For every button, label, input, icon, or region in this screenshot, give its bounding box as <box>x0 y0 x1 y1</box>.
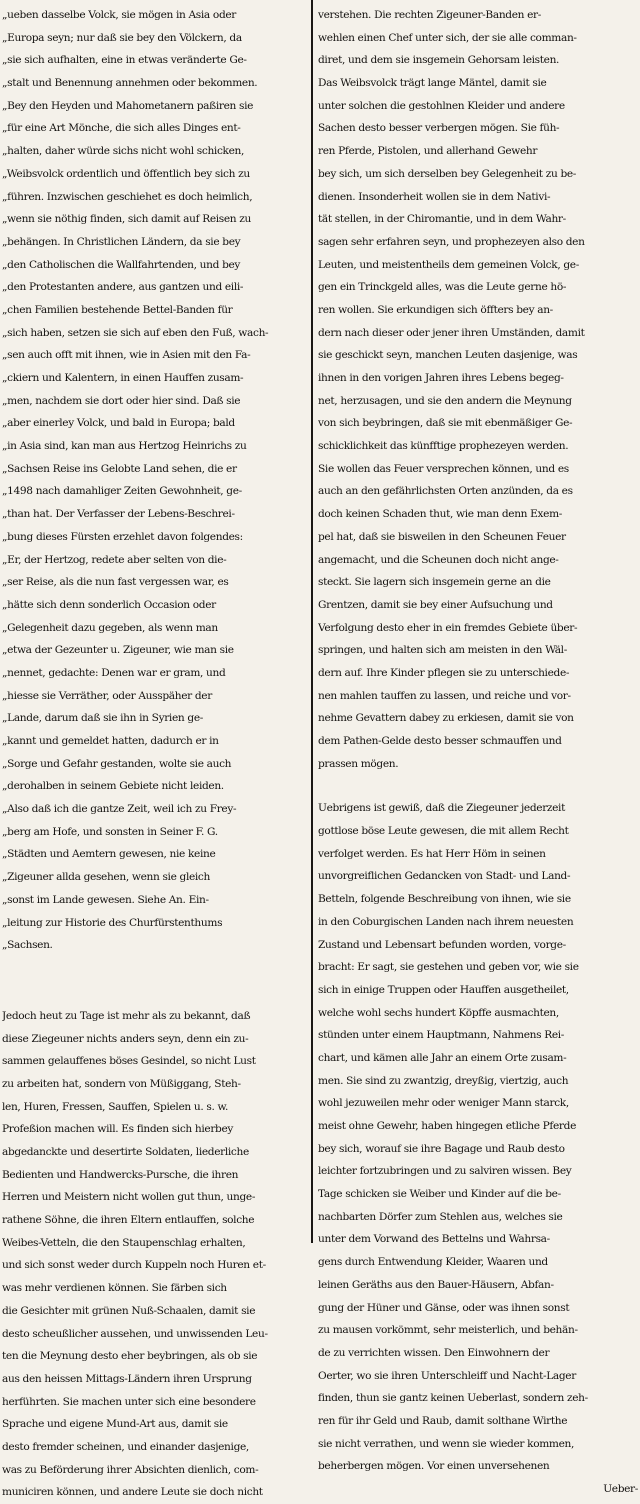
text-line: „Sorge und Gefahr gestanden, wolte sie auch <box>2 757 232 770</box>
text-line: herführten. Sie machen unter sich eine besondere <box>2 1395 256 1408</box>
text-line: „wenn sie nöthig finden, sich damit auf Reisen zu <box>2 213 251 226</box>
text-line: aus den heissen Mittags-Ländern ihren Ursprung <box>2 1372 252 1385</box>
text-line: „hiesse sie Verräther, oder Ausspäher der <box>2 689 212 702</box>
text-line: sammen gelauffenes böses Gesindel, so nicht Lust <box>2 1055 256 1068</box>
text-line: leinen Geräths aus den Bauer-Häusern, Abfan- <box>318 1278 554 1291</box>
text-line: Jedoch heut zu Tage ist mehr als zu bekannt, daß <box>2 1009 251 1022</box>
text-line: nachbarten Dörfer zum Stehlen aus, welches sie <box>318 1210 563 1223</box>
text-line: men. Sie sind zu zwantzig, dreyßig, viertzig, auch <box>318 1074 569 1087</box>
text-line: „etwa der Gezeunter u. Zigeuner, wie man sie <box>2 644 234 657</box>
text-line: net, herzusagen, und sie den andern die Meynung <box>318 394 572 407</box>
text-line: zu arbeiten hat, sondern von Müßiggang, Steh- <box>2 1077 241 1090</box>
text-line: gottlose böse Leute gewesen, die mit allem Recht <box>318 825 569 838</box>
text-line: Zustand und Lebensart befunden worden, vorge- <box>318 938 566 951</box>
text-line: „behängen. In Christlichen Ländern, da sie bey <box>2 235 241 248</box>
text-line: ren wollen. Sie erkundigen sich öffters bey an- <box>318 303 553 316</box>
text-line: prassen mögen. <box>318 757 399 770</box>
text-line: diese Ziegeuner nichts anders seyn, denn ein zu- <box>2 1032 249 1045</box>
text-line: Weibes-Vetteln, die den Staupenschlag erhalten, <box>2 1236 246 1249</box>
quotation-block <box>2 4 308 957</box>
text-line: pel hat, daß sie bisweilen in den Scheunen Feuer <box>318 530 566 543</box>
text-line: Das Weibsvolck trägt lange Mäntel, damit sie <box>318 77 547 90</box>
text-line: „führen. Inzwischen geschiehet es doch heimlich, <box>2 190 253 203</box>
text-line: bey sich, um sich derselben bey Gelegenheit zu be- <box>318 167 577 180</box>
paragraph-banden <box>318 4 638 775</box>
text-line: „men, nachdem sie dort oder hier sind. Daß sie <box>2 394 241 407</box>
text-line: „Zigeuner allda gesehen, wenn sie gleich <box>2 871 210 884</box>
text-line: meist ohne Gewehr, haben hingegen etliche Pferde <box>318 1120 576 1132</box>
text-line: zu mausen vorkömmt, sehr meisterlich, und behän- <box>318 1324 578 1337</box>
text-line: „than hat. Der Verfasser der Lebens-Beschrei- <box>2 508 235 521</box>
text-line: gung der Hüner und Gänse, oder was ihnen sonst <box>318 1301 570 1314</box>
text-line: „kannt und gemeldet hatten, dadurch er in <box>2 735 219 747</box>
text-line: in den Coburgischen Landen nach ihrem neuesten <box>318 915 574 928</box>
text-line: „ueben dasselbe Volck, sie mögen in Asia oder <box>2 9 237 21</box>
text-line: nen mahlen tauffen zu lassen, und reiche und vor- <box>318 689 571 702</box>
text-line: „1498 nach damahliger Zeiten Gewohnheit, ge- <box>2 485 242 498</box>
text-line: Betteln, folgende Beschreibung von ihnen, wie sie <box>318 893 571 906</box>
text-line: was zu Beförderung ihrer Absichten dienlich, com- <box>2 1463 259 1476</box>
text-line: Sachen desto besser verbergen mögen. Sie füh- <box>318 122 560 135</box>
text-line: Leuten, und meistentheils dem gemeinen Volck, ge- <box>318 258 579 271</box>
text-line: wehlen einen Chef unter sich, der sie alle comman- <box>318 31 577 44</box>
text-line: „sich haben, setzen sie sich auf eben den Fuß, wach- <box>2 326 269 339</box>
text-line: „den Catholischen die Wallfahrtenden, und bey <box>2 258 241 271</box>
text-line: „ser Reise, als die nun fast vergessen war, es <box>2 576 229 589</box>
text-line: gen ein Trinckgeld alles, was die Leute gerne hö- <box>318 281 567 294</box>
text-line: ren für ihr Geld und Raub, damit solthane Wirthe <box>318 1414 568 1427</box>
text-line: „Weibsvolck ordentlich und öffentlich bey sich zu <box>2 167 250 180</box>
text-line: beherbergen mögen. Vor einen unversehenen <box>318 1460 550 1473</box>
text-line: „chen Familien bestehende Bettel-Banden für <box>2 303 233 316</box>
text-line: ren Pferde, Pistolen, und allerhand Gewehr <box>318 145 538 158</box>
text-line: Tage schicken sie Weiber und Kinder auf die be- <box>318 1188 561 1201</box>
text-line: „nennet, gedachte: Denen war er gram, und <box>2 666 226 679</box>
text-line: dern nach dieser oder jener ihren Umständen, damit <box>318 326 585 339</box>
text-line: „Europa seyn; nur daß sie bey den Völckern, da <box>2 31 242 44</box>
text-line: sie geschickt seyn, manchen Leuten dasjenige, was <box>318 349 578 362</box>
text-line: welche wohl sechs hundert Köpffe ausmachten, <box>318 1006 559 1019</box>
text-line: dem Pathen-Gelde desto besser schmauffen und <box>318 735 562 747</box>
text-line: und sich sonst weder durch Kuppeln noch Huren et- <box>2 1259 266 1272</box>
paragraph-uebrigens <box>318 797 638 1478</box>
text-line: bey sich, worauf sie ihre Bagage und Raub desto <box>318 1142 565 1155</box>
text-line: „Sachsen Reise ins Gelobte Land sehen, die er <box>2 462 237 475</box>
text-line: desto fremder scheinen, und einander dasjenige, <box>2 1440 249 1453</box>
text-line: abgedanckte und desertirte Soldaten, liederliche <box>2 1146 249 1158</box>
text-line: ihnen in den vorigen Jahren ihres Lebens begeg- <box>318 372 564 384</box>
text-line: Grentzen, damit sie bey einer Aufsuchung und <box>318 598 553 611</box>
paragraph-ziegeuner <box>2 1005 308 1504</box>
text-line: „den Protestanten andere, aus gantzen und eili- <box>2 281 244 294</box>
text-line: stünden unter einem Hauptmann, Nahmens Rei- <box>318 1029 565 1042</box>
text-line: wohl jezuweilen mehr oder weniger Mann starck, <box>318 1097 569 1110</box>
text-line: dern auf. Ihre Kinder pflegen sie zu unterschiede- <box>318 666 570 679</box>
text-line: chart, und kämen alle Jahr an einem Orte zusam- <box>318 1051 567 1064</box>
text-line: municiren können, und andere Leute sie doch nicht <box>2 1486 263 1499</box>
text-line: Verfolgung desto eher in ein fremdes Gebiete über- <box>318 621 578 634</box>
text-line: verfolget werden. Es hat Herr Höm in seinen <box>318 847 546 860</box>
text-line: „hätte sich denn sonderlich Occasion oder <box>2 598 216 611</box>
text-line: „Also daß ich die gantze Zeit, weil ich zu Frey- <box>2 803 237 816</box>
column-rule <box>311 0 313 1243</box>
text-line: nehme Gevattern dabey zu erkiesen, damit sie von <box>318 712 574 725</box>
catchword: Ueber- <box>603 1483 638 1495</box>
text-line: „leitung zur Historie des Churfürstenthums <box>2 916 223 929</box>
text-line: „stalt und Benennung annehmen oder bekommen. <box>2 77 258 90</box>
text-line: „sen auch offt mit ihnen, wie in Asien mit den Fa- <box>2 349 251 362</box>
text-line: unter dem Vorwand des Bettelns und Wahrsa- <box>318 1233 550 1246</box>
text-line: finden, thun sie gantz keinen Ueberlast, sondern zeh- <box>318 1392 588 1405</box>
text-line: unter solchen die gestohlnen Kleider und andere <box>318 99 565 112</box>
text-line: „Gelegenheit dazu gegeben, als wenn man <box>2 621 218 634</box>
text-line: len, Huren, Fressen, Sauffen, Spielen u. s. w. <box>2 1100 228 1113</box>
text-line: de zu verrichten wissen. Den Einwohnern der <box>318 1346 550 1359</box>
text-line: sie nicht verrathen, und wenn sie wieder kommen, <box>318 1437 575 1450</box>
text-line: „aber einerley Volck, und bald in Europa; bald <box>2 417 235 430</box>
left-column <box>2 4 308 1504</box>
text-line: „Lande, darum daß sie ihn in Syrien ge- <box>2 712 203 725</box>
text-line: diret, und dem sie insgemein Gehorsam leisten. <box>318 54 560 67</box>
text-line: Sprache und eigene Mund-Art aus, damit sie <box>2 1418 228 1431</box>
text-line: bracht: Er sagt, sie gestehen und geben vor, wie sie <box>318 961 579 974</box>
text-line: doch keinen Schaden thut, wie man denn Exem- <box>318 508 563 521</box>
text-line: „bung dieses Fürsten erzehlet davon folgendes: <box>2 530 243 543</box>
text-line: „berg am Hofe, und sonsten in Seiner F. G. <box>2 825 218 838</box>
text-line: tät stellen, in der Chiromantie, und in dem Wahr- <box>318 213 566 226</box>
text-line: rathene Söhne, die ihren Eltern entlauffen, solche <box>2 1214 255 1227</box>
text-line: Bedienten und Handwercks-Pursche, die ihren <box>2 1168 239 1181</box>
text-line: sagen sehr erfahren seyn, und prophezeyen also den <box>318 235 585 248</box>
text-line: Sie wollen das Feuer versprechen können, und es <box>318 462 569 475</box>
text-line: schicklichkeit das künfftige prophezeyen werden. <box>318 440 569 453</box>
text-line: „Sachsen. <box>2 939 53 952</box>
text-line: „derohalben in seinem Gebiete nicht leiden. <box>2 780 224 793</box>
text-line: Profeßion machen will. Es finden sich hierbey <box>2 1123 234 1136</box>
text-line: springen, und halten sich am meisten in den Wäl- <box>318 644 567 657</box>
text-line: auch an den gefährlichsten Orten anzünden, da es <box>318 485 573 498</box>
text-line: angemacht, und die Scheunen doch nicht ange- <box>318 553 559 566</box>
text-line: Uebrigens ist gewiß, daß die Ziegeuner jederzeit <box>318 802 566 815</box>
text-line: „sonst im Lande gewesen. Siehe An. Ein- <box>2 893 209 906</box>
text-line: von sich beybringen, daß sie mit ebenmäßiger Ge- <box>318 417 573 430</box>
text-line: „Städten und Aemtern gewesen, nie keine <box>2 848 216 861</box>
text-line: verstehen. Die rechten Zigeuner-Banden er- <box>318 9 541 21</box>
text-line: gens durch Entwendung Kleider, Waaren und <box>318 1256 548 1269</box>
text-line: was mehr verdienen können. Sie färben sich <box>2 1282 227 1295</box>
text-line: „in Asia sind, kan man aus Hertzog Heinrichs zu <box>2 440 247 453</box>
text-line: ten die Meynung desto eher beybringen, als ob sie <box>2 1350 258 1363</box>
text-line: „Bey den Heyden und Mahometanern paßiren sie <box>2 99 254 112</box>
text-line: desto scheußlicher aussehen, und unwissenden Leu- <box>2 1327 268 1340</box>
text-line: „halten, daher würde sichs nicht wohl schicken, <box>2 145 245 158</box>
text-line: sich in einige Truppen oder Hauffen ausgetheilet, <box>318 983 569 996</box>
text-line: „für eine Art Mönche, die sich alles Dinges ent- <box>2 122 241 135</box>
text-line: dienen. Insonderheit wollen sie in dem Nativi- <box>318 190 551 203</box>
paragraph-gap <box>318 775 638 797</box>
text-line: Oerter, wo sie ihren Unterschleiff und Nacht-Lager <box>318 1369 576 1382</box>
text-line: Herren und Meistern nicht wollen gut thun, unge- <box>2 1191 256 1204</box>
text-line: „Er, der Hertzog, redete aber selten von die- <box>2 553 227 566</box>
text-line: die Gesichter mit grünen Nuß-Schaalen, damit sie <box>2 1304 256 1317</box>
right-column <box>318 4 638 1501</box>
text-line: unvorgreiflichen Gedancken von Stadt- und Land- <box>318 870 571 883</box>
text-line: leichter fortzubringen und zu salviren wissen. Bey <box>318 1165 572 1178</box>
text-line: „sie sich aufhalten, eine in etwas veränderte Ge- <box>2 54 247 67</box>
text-line: „ckiern und Kalentern, in einen Hauffen zusam- <box>2 372 244 384</box>
paragraph-gap <box>2 957 308 1005</box>
text-line: steckt. Sie lagern sich insgemein gerne an die <box>318 576 551 589</box>
